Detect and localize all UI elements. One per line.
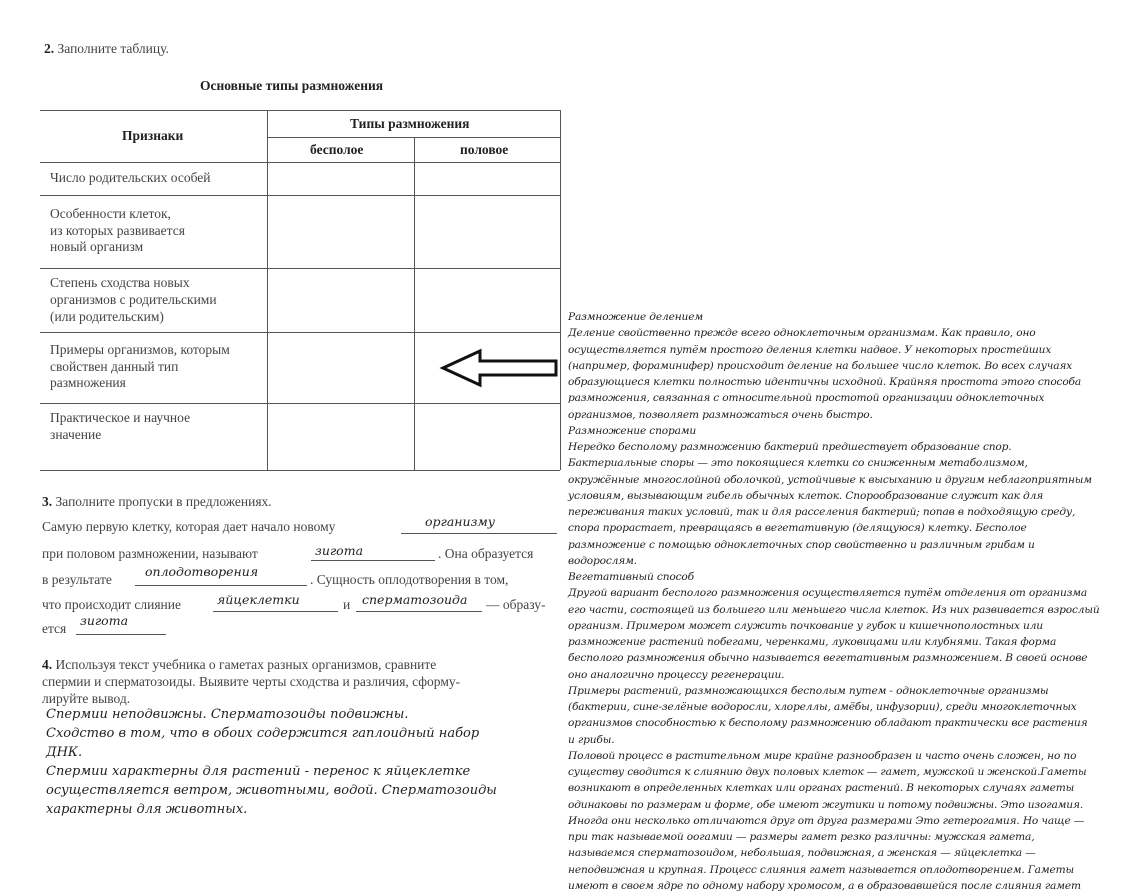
reference-text-line: его части, состоящей из большего или меньшего числа клеток. Из них развивается взрослый (568, 603, 1100, 616)
sentence-text: Самую первую клетку, которая дает начало новому (42, 519, 336, 534)
answer-field[interactable]: яйцеклетки (217, 592, 300, 607)
sentence-text: при половом размножении, называют (42, 546, 258, 561)
reference-text-line: Вегетативный способ (568, 571, 694, 583)
sentence-text: . Она образуется (438, 546, 534, 561)
answer-field[interactable]: сперматозоида (362, 592, 468, 607)
reference-text-line: организмов способностью к бесполому размножению обладают практически все растения (568, 717, 1088, 730)
reference-text-line: при так называемой оогамии — размеры гамет резко различны: мужская гамета, (568, 831, 1035, 843)
header-types: Типы размножения (350, 116, 470, 131)
task4-answer[interactable]: Спермии неподвижны. Сперматозоиды подвижны. Сходство в том, что в обоих содержится гаплоидный набор ДНК. Спермии характерны для растений - перенос к яйцеклетке осуществляется ветром, животными, водой. Сперматозоиды характерны для животных. (46, 707, 497, 817)
reference-text-line: (бактерии, сине-зелёные водоросли, хлореллы, амёбы, инфузории), среди многоклеточных (568, 701, 1077, 713)
reference-text-line: оно аналогично процессу регенерации. (568, 668, 785, 681)
reference-text-line: Половой процесс в растительном мире крайне разнообразен и часто очень сложен, но по (568, 749, 1077, 762)
sentence-text: — образу- (486, 597, 546, 612)
reference-text-line: Примеры растений, размножающихся бесполым путем - одноклеточные организмы (568, 684, 1049, 697)
table-row: Число родительских особей (50, 170, 211, 185)
answer-field[interactable]: оплодотворения (145, 564, 259, 579)
reference-text-line: условиям, вызывающим гибель обычных клеток. Спорообразование служит как для (568, 489, 1044, 502)
header-features: Признаки (122, 128, 184, 143)
header-sexual: половое (460, 142, 509, 157)
task3-heading: 3. Заполните пропуски в предложениях. (42, 494, 272, 509)
reference-text-line: окружённые многослойной оболочкой, устойчивые к высыханию и другим неблагоприятным (568, 473, 1092, 486)
reference-text-line: организм. Примером может служить почкование у губок и кишечнополостных или (568, 619, 1043, 632)
reference-text-line: спора прорастает, превращаясь в вегетативную (делящуюся) клетку. Бесполое (568, 522, 1027, 535)
reference-text-line: Деление свойственно прежде всего одноклеточным организмам. Как правило, оно (568, 327, 1036, 340)
task4-prompt: 4. Используя текст учебника о гаметах разных организмов, сравните спермии и сперматозоиды. Выявите черты сходства и различия, сформу- лируйте вывод. (42, 657, 461, 706)
header-asexual: бесполое (310, 142, 364, 157)
reference-text-line: водорослям. (568, 554, 637, 567)
reference-text-line: называемся сперматозоидом, небольшая, подвижная, а женская — яйцеклетка — (568, 847, 1036, 860)
reference-text-line: организмов, позволяет размножаться очень быстро. (568, 408, 873, 421)
reference-text-line: (например, фораминифер) происходит деление на большее число клеток. Во всех случаях (568, 359, 1073, 372)
reference-text-line: размножение растений побегами, черенками, луковицами или клубнями. Такая форма (568, 636, 1057, 648)
reference-text-line: Размножение делением (568, 311, 703, 323)
table-row: Степень сходства новых организмов с родительскими (или родительским) (50, 275, 217, 324)
reference-text-line: Нередко бесполому размножению бактерий предшествует образование спор. (568, 441, 1012, 453)
arrow-left-icon (440, 348, 560, 388)
reference-text-line: имеют в своем ядре по одному набору хромосом, а в образовавшейся после слияния гамет (568, 879, 1081, 892)
sentence-text: что происходит слияние (42, 597, 181, 612)
sentence-text: в результате (42, 572, 112, 587)
reference-text-line: существу сводится к слиянию двух половых клеток — гамет, мужской и женской.Гаметы (568, 766, 1087, 778)
table-title: Основные типы размножения (200, 78, 384, 93)
answer-field[interactable]: зигота (80, 613, 129, 628)
answer-field[interactable]: организму (425, 514, 496, 529)
sentence-text: ется (42, 621, 67, 636)
table-row: Практическое и научное значение (50, 410, 191, 442)
table-row: Примеры организмов, которым свойствен данный тип размножения (50, 342, 230, 390)
reference-text-line: одинаковы по размерам и форме, обе имеют жгутики и потому подвижны. Это изогамия. (568, 798, 1084, 811)
reference-text-line: осуществляется путём простого деления клетки надвое. У некоторых простейших (568, 343, 1052, 356)
reference-text-line: Иногда они несколько отличаются друг от друга размерами Это гетерогамия. Но чаще — (568, 814, 1085, 827)
reference-text-line: Размножение спорами (568, 424, 697, 437)
reference-text-line: неподвижная и крупная. Процесс слияния гамет называется оплодотворением. Гаметы (568, 863, 1074, 876)
reference-text-line: переживания таких условий, так и для расселения бактерий; попав в подходящую среду, (568, 506, 1076, 518)
reference-text-line: Другой вариант бесполого размножения осуществляется путём отделения от организма (568, 587, 1088, 600)
table-row: Особенности клеток, из которых развивается новый организм (50, 206, 185, 254)
answer-field[interactable]: зигота (315, 543, 364, 558)
reference-text-line: бесполого размножения обычно называется вегетативным размножением. В своей основе (568, 652, 1088, 665)
task2-heading: 2. Заполните таблицу. (44, 41, 169, 56)
reference-text-line: возникают в определенных клетках или органах растений. В некоторых случаях гаметы (568, 782, 1075, 795)
reference-text-line: образующиеся клетки полностью идентичны исходной. Крайняя простота этого способа (568, 376, 1082, 388)
sentence-text: . Сущность оплодотворения в том, (310, 572, 509, 587)
reference-text-line: размножения, связанная с относительной простотой организации одноклеточных (568, 392, 1045, 405)
reference-text-line: Бактериальные споры — это покоящиеся клетки со сниженным метаболизмом, (568, 457, 1028, 470)
reference-text-line: размножение с помощью одноклеточных спор свойственно и различным грибам и (568, 538, 1035, 551)
sentence-text: и (343, 597, 351, 612)
reference-text-line: и грибы. (568, 733, 615, 746)
